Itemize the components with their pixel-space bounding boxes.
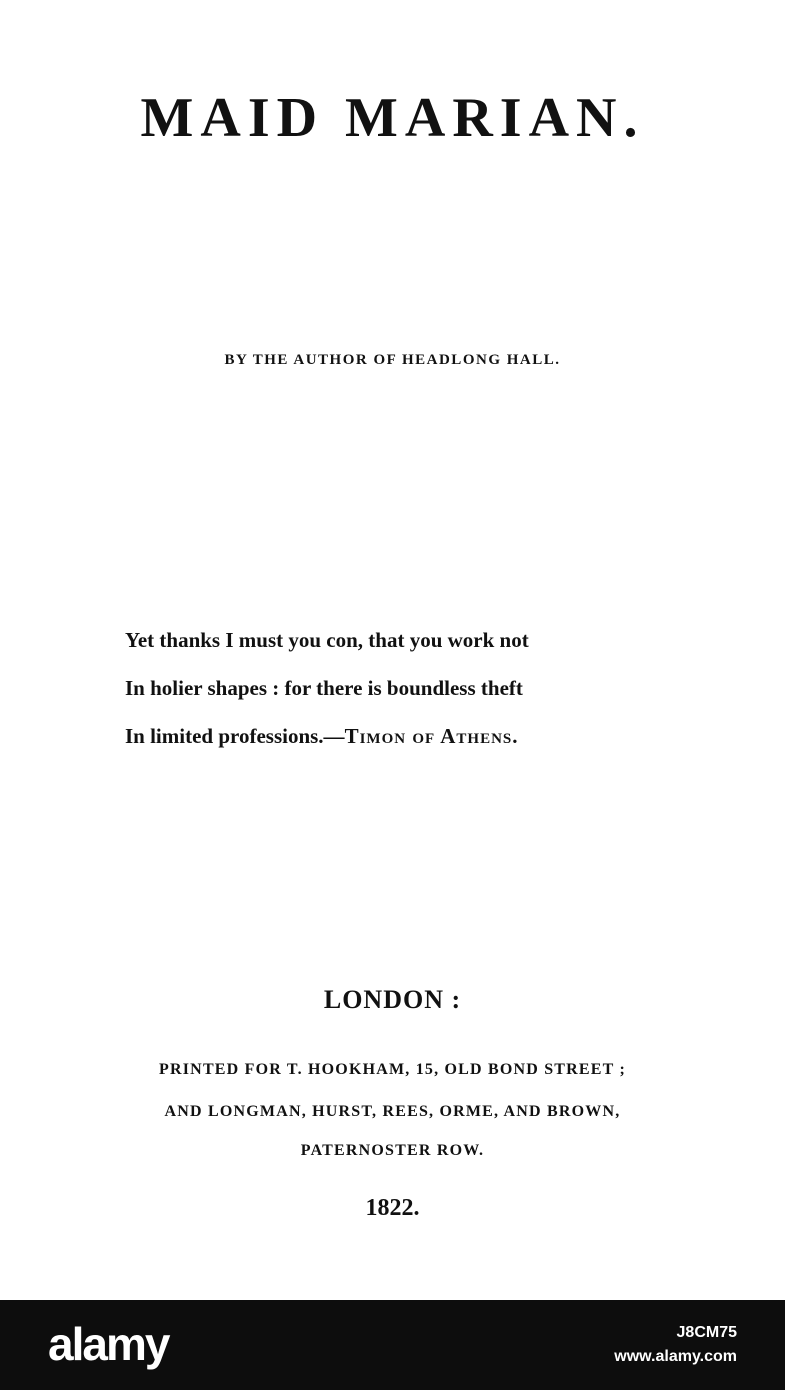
epigraph-source: Timon of Athens. (344, 724, 519, 748)
epigraph-line-3-text: In limited professions.— (125, 724, 345, 748)
epigraph-line-1: Yet thanks I must you con, that you work not (125, 628, 529, 652)
book-title: MAID MARIAN. (140, 87, 645, 149)
imprint-line-3: PATERNOSTER ROW. (300, 1142, 485, 1159)
watermark-image-id: J8CM75 (676, 1324, 737, 1341)
watermark-logo: alamy (48, 1318, 169, 1370)
byline: BY THE AUTHOR OF HEADLONG HALL. (224, 352, 561, 368)
watermark-url: www.alamy.com (614, 1348, 737, 1365)
epigraph-line-2: In holier shapes : for there is boundless theft (125, 676, 523, 700)
epigraph-line-3 (125, 712, 685, 760)
watermark-banner (0, 1300, 785, 1390)
imprint-city: LONDON : (323, 985, 462, 1014)
imprint-line-2: AND LONGMAN, HURST, REES, ORME, AND BROWN, (164, 1103, 621, 1120)
epigraph (125, 616, 685, 760)
publication-year: 1822. (365, 1195, 420, 1221)
imprint-line-1: PRINTED FOR T. HOOKHAM, 15, OLD BOND STREET ; (159, 1061, 626, 1078)
